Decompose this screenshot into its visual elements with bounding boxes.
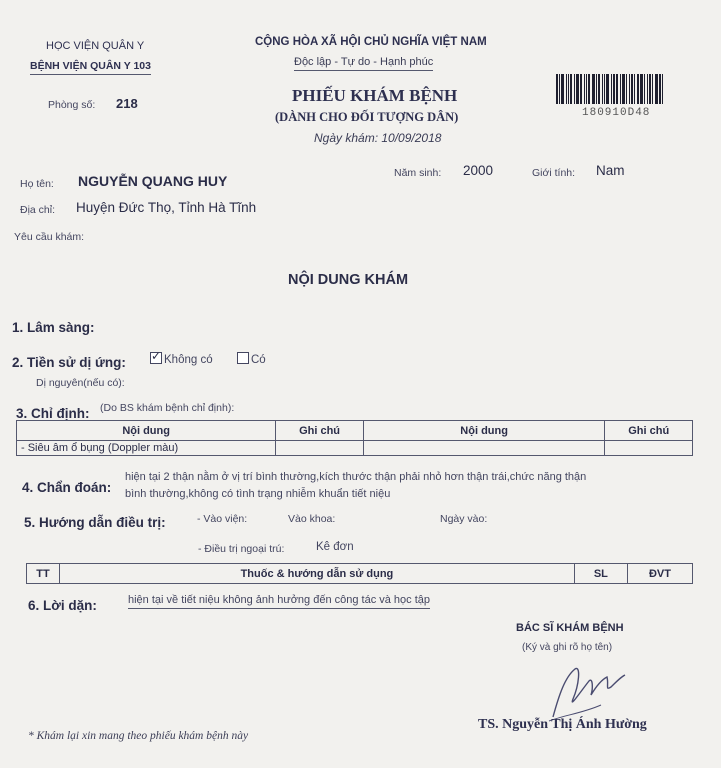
barcode-bar — [640, 74, 643, 104]
barcode-bar — [652, 74, 653, 104]
allergy-no-option — [150, 352, 213, 366]
meds-header-drug: Thuốc & hướng dẫn sử dụng — [60, 564, 575, 584]
barcode-bar — [596, 74, 597, 104]
orders-table — [16, 420, 693, 456]
orders-header-note-2: Ghi chú — [605, 421, 693, 441]
request-label: Yêu cầu khám: — [14, 231, 85, 243]
allergy-yes-option — [237, 352, 266, 366]
diagnosis-line-2: bình thường,không có tình trạng nhiễm khuẩn tiết niệu — [125, 488, 391, 500]
barcode-bar — [626, 74, 627, 104]
doctor-name: TS. Nguyễn Thị Ánh Hường — [478, 717, 647, 732]
room-label: Phòng số: — [48, 99, 96, 111]
allergy-yes-label: Có — [251, 354, 266, 366]
department-label: Vào khoa: — [288, 513, 336, 525]
meds-header-unit: ĐVT — [627, 564, 692, 584]
barcode-bar — [622, 74, 625, 104]
barcode-bar — [629, 74, 630, 104]
admit-label: - Vào viện: — [197, 513, 248, 525]
barcode-bar — [574, 74, 575, 104]
room-value: 218 — [116, 96, 138, 111]
nation-title: CỘNG HÒA XÃ HỘI CHỦ NGHĨA VIỆT NAM — [255, 36, 487, 48]
section-treatment: 5. Hướng dẫn điều trị: — [24, 515, 166, 530]
birth-year-value: 2000 — [463, 163, 494, 178]
signature-note: (Ký và ghi rõ họ tên) — [522, 642, 613, 653]
barcode-bar — [570, 74, 572, 104]
barcode-bar — [659, 74, 661, 104]
barcode-bar — [616, 74, 618, 104]
meds-header-index: TT — [27, 564, 60, 584]
handwritten-signature — [535, 655, 645, 725]
barcode-bar — [604, 74, 605, 104]
barcode-bar — [634, 74, 635, 104]
form-subtitle: (DÀNH CHO ĐỐI TƯỢNG DÂN) — [275, 110, 459, 124]
barcode-bar — [637, 74, 639, 104]
barcode-bar — [588, 74, 590, 104]
address-value: Huyện Đức Thọ, Tỉnh Hà Tĩnh — [76, 200, 257, 215]
section-clinical: 1. Lâm sàng: — [12, 320, 95, 335]
table-row — [17, 441, 693, 456]
orders-cell — [276, 441, 364, 456]
outpatient-label: - Điều trị ngoại trú: — [198, 543, 285, 555]
org-name: HỌC VIỆN QUÂN Y — [46, 40, 145, 52]
barcode-bar — [580, 74, 582, 104]
barcode-number: 180910D48 — [582, 107, 651, 119]
gender-label: Giới tính: — [532, 167, 576, 179]
allergy-no-label: Không có — [164, 354, 213, 366]
medication-table — [26, 563, 693, 584]
address-label: Địa chỉ: — [20, 204, 56, 216]
allergen-label: Dị nguyên(nếu có): — [36, 377, 125, 389]
diagnosis-line-1: hiện tại 2 thận nằm ở vị trí bình thường,kích thước thận phải nhỏ hơn thận trái,chức năng thận — [125, 471, 587, 483]
barcode-bar — [649, 74, 651, 104]
orders-cell — [363, 441, 605, 456]
exam-date-label: Ngày khám: — [314, 131, 379, 145]
barcode-bar — [602, 74, 603, 104]
orders-header-content-2: Nội dung — [363, 421, 605, 441]
barcode — [556, 74, 680, 104]
orders-header-note-1: Ghi chú — [276, 421, 364, 441]
allergy-no-checkbox — [150, 352, 162, 364]
barcode-bar — [662, 74, 663, 104]
hospital-name: BỆNH VIỆN QUÂN Y 103 — [30, 60, 151, 75]
barcode-bar — [606, 74, 609, 104]
barcode-bar — [559, 74, 560, 104]
orders-header-content-1: Nội dung — [17, 421, 276, 441]
section-orders: 3. Chỉ định: — [16, 406, 90, 421]
barcode-bar — [655, 74, 658, 104]
section-diagnosis: 4. Chẩn đoán: — [22, 480, 112, 495]
advice-text: hiện tại về tiết niệu không ảnh hưởng đến công tác và học tập — [128, 594, 430, 609]
birth-year-label: Năm sinh: — [394, 167, 442, 179]
barcode-bar — [598, 74, 600, 104]
allergy-yes-checkbox — [237, 352, 249, 364]
name-label: Họ tên: — [20, 178, 54, 190]
barcode-bar — [611, 74, 612, 104]
barcode-bar — [584, 74, 585, 104]
admit-date-label: Ngày vào: — [440, 513, 488, 525]
barcode-bar — [620, 74, 621, 104]
barcode-bar — [566, 74, 567, 104]
barcode-bar — [576, 74, 579, 104]
content-title: NỘI DUNG KHÁM — [288, 272, 409, 288]
barcode-bar — [592, 74, 595, 104]
exam-date — [314, 131, 441, 145]
nation-motto: Độc lập - Tự do - Hạnh phúc — [294, 56, 433, 71]
exam-date-value: 10/09/2018 — [381, 131, 442, 145]
patient-name: NGUYỄN QUANG HUY — [78, 173, 228, 189]
barcode-bar — [568, 74, 569, 104]
section-allergy: 2. Tiền sử dị ứng: — [12, 355, 126, 370]
orders-cell — [605, 441, 693, 456]
footer-note: * Khám lại xin mang theo phiếu khám bệnh này — [28, 730, 249, 742]
form-title: PHIẾU KHÁM BỆNH — [292, 86, 458, 105]
barcode-bar — [644, 74, 645, 104]
barcode-bar — [613, 74, 615, 104]
signature-title: BÁC SĨ KHÁM BỆNH — [516, 622, 624, 634]
orders-note: (Do BS khám bệnh chỉ định): — [100, 402, 235, 414]
section-advice: 6. Lời dặn: — [28, 598, 97, 613]
barcode-bar — [647, 74, 648, 104]
barcode-bar — [586, 74, 587, 104]
barcode-bar — [556, 74, 558, 104]
gender-value: Nam — [596, 163, 625, 178]
outpatient-value: Kê đơn — [316, 541, 354, 553]
barcode-bar — [561, 74, 564, 104]
barcode-bar — [631, 74, 633, 104]
meds-header-quantity: SL — [574, 564, 627, 584]
orders-cell: - Siêu âm ổ bụng (Doppler màu) — [17, 441, 276, 456]
